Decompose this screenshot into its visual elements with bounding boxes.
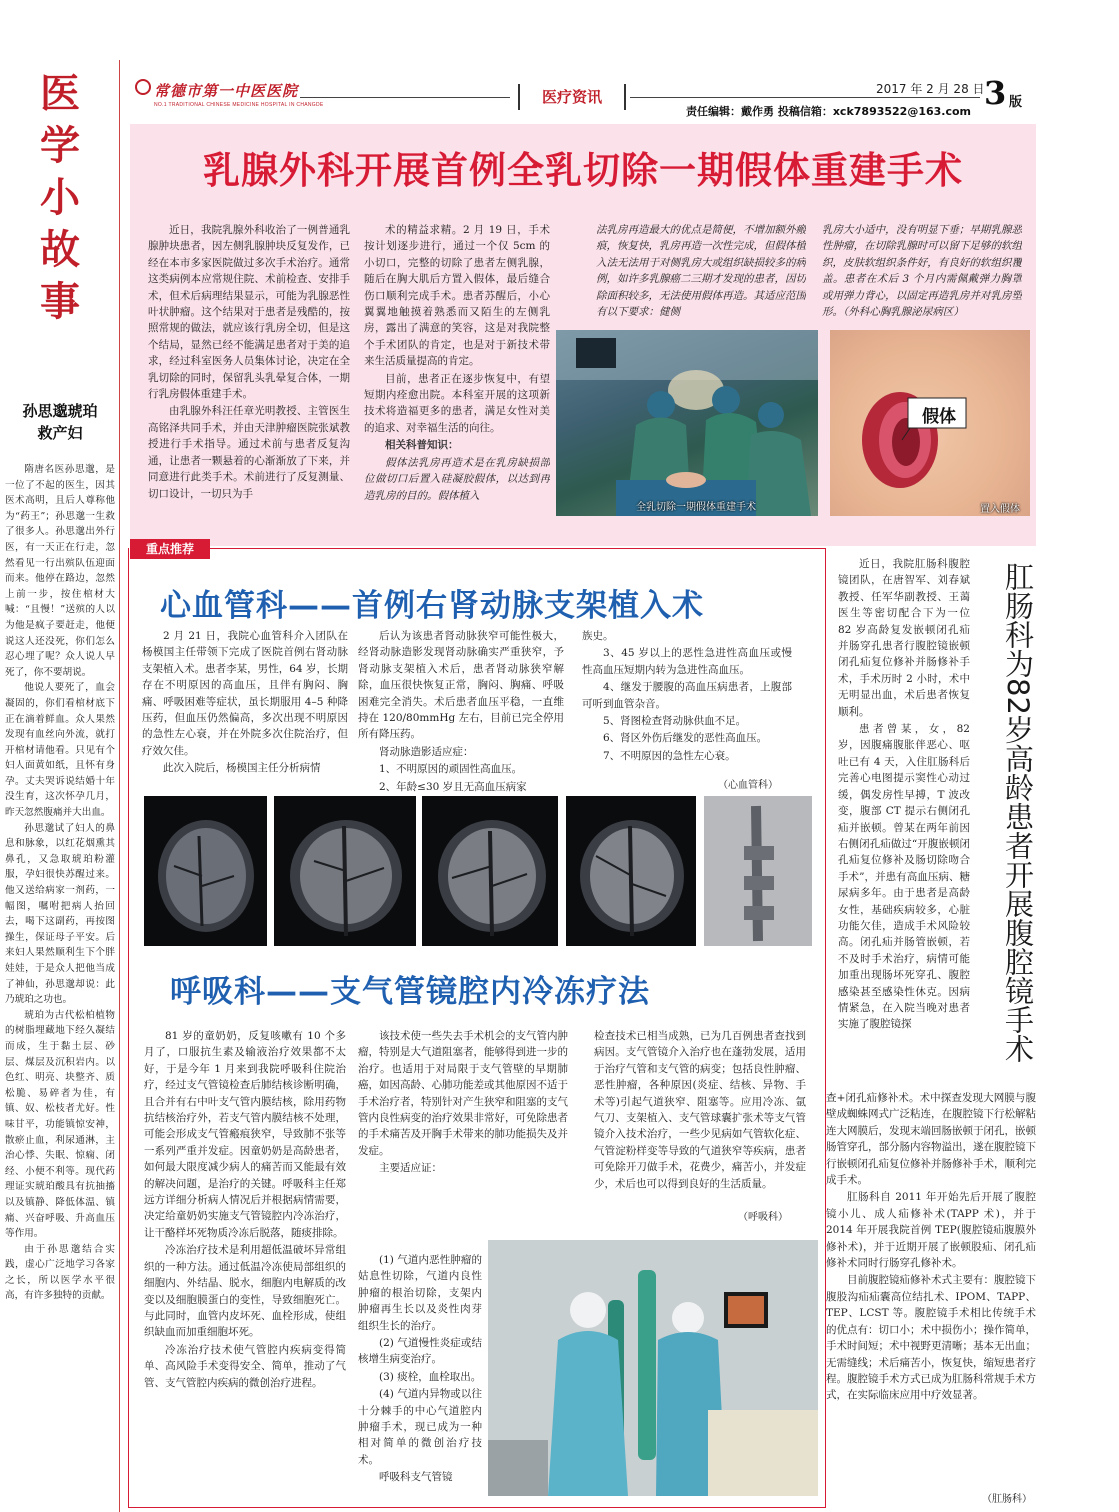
article-paragraph: 5、肾图检查肾动脉供血不足。 <box>603 715 747 728</box>
anorectal-headline: 肛肠科为82岁高龄患者开展腹腔镜手术 <box>1001 561 1035 1063</box>
article-paragraph: 4、继发于腰腹的高血压病患者，上腹部可听到血管杂音。 <box>582 681 792 710</box>
implant-photo <box>830 330 1030 516</box>
sidebar-body <box>5 462 115 1502</box>
implant-photo-caption: 置入假体 <box>980 504 1020 515</box>
article-paragraph: 1、不明原因的顽固性高血压。 <box>379 763 523 776</box>
hospital-logo <box>130 80 324 108</box>
bronchoscopy-photo <box>488 1240 818 1496</box>
angiogram-image-1 <box>144 796 267 946</box>
sidebar-paragraph: 琥珀为古代松柏植物的树脂埋藏地下经久凝结而成，生于黏土层、砂层、煤层及沉积岩内。以色红、明亮、块整齐、质松脆、易碎者为佳，有镇、奴、松枝者尤好。性味甘平，功能镇惊安神，散瘀止血，利尿通淋，主治心悸、失眠、惊痫、闭经、小便不利等。现代药理证实琥珀酸具有抗抽搐以及镇静、降低体温、镇痛、兴奋呼吸、升高血压等作用。 <box>5 1009 115 1240</box>
hospital-name-en: NO.1 TRADITIONAL CHINESE MEDICINE HOSPITAL IN CHANGDE <box>154 102 324 108</box>
sidebar-paragraph: 他说人要死了，血会凝固的，你们看棺材底下正在滴着鲜血。众人果然发现有血丝向外流，就打开棺材请他看。只见有个妇人面黄如纸，且怀有身孕。丈夫哭诉说结婚十年没生育，这次怀孕几月，昨天忽然腹痛并大出血。 <box>5 682 115 819</box>
sidebar-headline <box>4 400 116 444</box>
article2-sign: （心血管科） <box>718 780 778 791</box>
article-paragraph: 冷冻治疗技术使气管腔内疾病变得简单、高风险手术变得安全、简单，推动了气管、支气管腔内疾病的微创治疗进程。 <box>144 1343 346 1389</box>
article4-col-top <box>838 556 970 1086</box>
article1-col3 <box>596 222 806 324</box>
knowledge-text: 假体法乳房再造术是在乳房缺损部位做切口后置入硅凝胶假体，以达到再造乳房的目的。假体植入 <box>364 456 550 502</box>
article3-col1 <box>144 1028 346 1496</box>
sidebar-headline-line2: 救产妇 <box>37 424 83 442</box>
sidebar-story <box>0 60 120 1512</box>
article-paragraph: 7、不明原因的急性左心衰。 <box>603 749 736 762</box>
article-paragraph: 乳房大小适中，没有明显下垂；早期乳腺恶性肿瘤，在切除乳腺时可以留下足够的软组织，皮肤软组织条件好，有良好的软组织覆盖。患者在术后 3 个月内需佩戴弹力胸罩或用弹力背心，以固定再造乳房并对乳房塑形。（外科心胸乳腺泌尿病区） <box>822 224 1022 319</box>
article-paragraph: (3) 痰栓，血栓取出。 <box>379 1370 482 1383</box>
article-paragraph: 肾动脉造影适应症： <box>379 745 474 758</box>
implant-label: 假体 <box>922 407 956 427</box>
section-title: 医疗资讯 <box>518 84 626 110</box>
article-paragraph: 由乳腺外科汪任章光明教授、主管医生高铭泽共同手术，并由天津肿瘤医院张斌教授进行手术指导。通过术前与患者反复沟通，让患者一颗悬着的心渐渐放了下来，并同意进行此类手术。术前进行了反复测量、切口设计，一切只为手 <box>148 405 350 500</box>
sidebar-paragraph: 孙思邈试了妇人的鼻息和脉象，以红花烟熏其鼻孔，又急取琥珀粉灌服，孕妇很快苏醒过来。他又送给病家一剂药，一幅图，嘱咐把病人抬回去，喝下这副药，再按图操生，保证母子平安。后来妇人果然顺利生下个胖娃娃，于是众人把他当成了神仙，孙思邈却说：此乃琥珀之功也。 <box>5 822 115 1006</box>
article-paragraph: 肛肠科自 2011 年开始先后开展了腹腔镜小儿、成人疝修补术(TAPP 术)，并于 2014 年开展我院首例 TEP(腹腔镜疝腹膜外修补术)，并于近期开展了嵌顿股疝、闭孔疝修补术同时行肠穿孔修补术。 <box>826 1191 1036 1270</box>
article-paragraph: 6、肾区外伤后继发的恶性高血压。 <box>603 732 768 745</box>
article-paragraph: 81 岁的童奶奶，反复咳嗽有 10 个多月了，口服抗生素及输液治疗效果都不太好，于是今年 1 月来到我院呼吸科住院治疗，经过支气管镜检查后肺结核诊断明确，且合并有右中叶支气管内膜结核，除用药物抗结核治疗外，若支气管内膜结核不处理，可能会形成支气管瘢痕狭窄，导致肺不张等一系列严重并发症。因童奶奶是高龄患者，如何最大限度减少病人的痛苦而又能最有效的解决问题，是治疗的关键。呼吸科主任郑远方详细分析病人情况后并根据病情需要，决定给童奶奶实施支气管镜腔内冷冻治疗，让干酪样坏死物质冷冻后脱落，随痰排除。 <box>144 1030 346 1239</box>
respiratory-headline: 呼吸科——支气管镜腔内冷冻疗法 <box>170 974 650 1010</box>
article2-col3 <box>582 628 792 794</box>
article-paragraph: 目前，患者正在逐步恢复中，有望短期内痊愈出院。本科室开展的这项新技术将造福更多的患者，满足女性对美的追求、对幸福生活的向往。 <box>364 372 550 434</box>
cardio-headline: 心血管科——首例右肾动脉支架植入术 <box>160 588 704 624</box>
sidebar-paragraph: 隋唐名医孙思邈，是一位了不起的医生，因其医术高明，且后人尊称他为“药王”；孙思邈一生救了很多人。孙思邈出外行医，有一天正在行走，忽然看见一行出殡队伍迎面而来。他停在路边，忽然上前一步，按住棺材大喊：“且慢！”送殡的人以为他是疯子要赶走，他便说这人还没死，你们怎么忍心埋了呢？众人说人早死了，你不要胡说。 <box>5 464 115 678</box>
article4-col-bottom <box>826 1090 1036 1486</box>
article3-sign: （呼吸科） <box>738 1212 788 1223</box>
surgery-photo-caption: 全乳切除一期假体重建手术 <box>636 502 756 513</box>
surgery-photo-art <box>556 330 818 516</box>
article-paragraph: 冷冻治疗技术是利用超低温破坏异常组织的一种方法。通过低温冷冻使局部组织的细胞内、外结晶、脱水，细胞内电解质的改变以及细胞膜蛋白的变性，导致细胞死亡。与此同时，血管内皮坏死、血栓形成，使组织缺血而加重细胞坏死。 <box>144 1244 346 1339</box>
article1-col2 <box>364 222 550 530</box>
issue-date: 2017 年 2 月 28 日 <box>876 82 985 96</box>
surgery-photo <box>556 330 818 516</box>
article3-col2b <box>358 1252 482 1496</box>
sidebar-title: 医学小故事 <box>40 70 80 325</box>
angiogram-image-4 <box>566 796 696 946</box>
article-paragraph: (1) 气道内恶性肿瘤的姑息性切除，气道内良性肿瘤的根治切除，支架内肿瘤再生长以及炎性肉芽组织生长的治疗。 <box>358 1254 482 1332</box>
header-rule <box>300 97 510 98</box>
article-paragraph: 2、年龄≤30 岁且无高血压病家 <box>379 780 527 793</box>
article-paragraph: 族史。 <box>582 630 614 642</box>
recommend-tag: 重点推荐 <box>130 539 210 559</box>
article1-col4 <box>822 222 1022 324</box>
article-paragraph: 术的精益求精。2 月 19 日，手术按计划逐步进行，通过一个仅 5cm 的小切口，完整的切除了患者左侧乳腺，随后在胸大肌后方置入假体，最后缝合伤口顺利完成手术。患者苏醒后，小心翼翼地触摸着熟悉而又陌生的左侧乳房，露出了满意的笑容，这是对我院整个手术团队的肯定，也是对于新技术带来生活质量提高的肯定。 <box>364 224 550 368</box>
article-paragraph: 3、45 岁以上的恶性急进性高血压或慢性高血压短期内转为急进性高血压。 <box>582 647 792 676</box>
angiogram-image-2 <box>274 796 416 946</box>
article-paragraph: 近日，我院乳腺外科收治了一例普通乳腺肿块患者，因左侧乳腺肿块反复发作，已经在本市多家医院做过多次手术治疗。通常这类病例本应常规住院、术前检查、安排手术，但术后病理结果显示，可能为乳腺恶性叶状肿瘤。这个结果对于患者是残酷的，按照常规的做法，就应该行乳房全切，但是这个结局，显然已经不能满足患者对于美的追求，经过科室医务人员集体讨论，决定在全乳切除的同时，保留乳头乳晕复合体，一期行乳房假体重建手术。 <box>148 224 350 401</box>
edition-number: 3 <box>984 74 1007 112</box>
article-paragraph: (2) 气道慢性炎症或结核增生病变治疗。 <box>358 1337 482 1366</box>
article-paragraph: 近日，我院肛肠科腹腔镜团队，在唐智军、刘春斌教授、任军华副教授、王蔼医生等密切配合下为一位 82 岁高龄复发嵌顿闭孔疝并肠穿孔患者行腹腔镜嵌顿闭孔疝复位修补并肠修补手术，手术历时 2 小时，术中无明显出血，术后患者恢复顺利。 <box>838 558 970 718</box>
article-paragraph: 后认为该患者肾动脉狭窄可能性极大，经肾动脉造影发现肾动脉确实严重狭窄，予肾动脉支架植入术后，患者肾动脉狭窄解除，血压很快恢复正常，胸闷、胸痛、呼吸困难完全消失。术后患者血压平稳，一直维持在 120/80mmHg 左右，目前已完全停用所有降压药。 <box>358 630 564 741</box>
article3-col3 <box>594 1028 806 1238</box>
hospital-name: 常德市第一中医医院 <box>154 82 299 100</box>
angiogram-image-5 <box>704 796 812 946</box>
sidebar-paragraph: 由于孙思邈结合实践，虚心广泛地学习各家之长，所以医学水平很高，有许多独特的贡献。 <box>5 1243 115 1302</box>
article-paragraph: 检查技术已相当成熟，已为几百例患者查找到病因。支气管镜介入治疗也在蓬勃发展，适用于治疗气管和支气管的病变；包括良性肿瘤、恶性肿瘤，各种原因(炎症、结核、异物、手术等)引起气道狭窄、阻塞等。应用冷冻、氩气刀、支架植入、支气管球囊扩张术等支气管镜介入技术治疗，一些少见病如气管软化症、气管淀粉样变等导致的气道狭窄等疾病，患者可免除开刀做手术，花费少，痛苦小，并发症少，术后也可以得到良好的生活质量。 <box>594 1030 806 1190</box>
sidebar-headline-line1: 孙思邈琥珀 <box>22 402 98 420</box>
recommend-rule <box>210 548 826 549</box>
editor-line: 责任编辑：戴作勇 投稿信箱：xck7893522@163.com <box>686 105 972 118</box>
article-paragraph: 目前腹腔镜疝修补术式主要有：腹腔镜下腹股沟疝疝囊高位结扎术、IPOM、TAPP、TEP、LCST 等。腹腔镜手术相比传统手术的优点有：切口小；术中损伤小；操作简单，手术时间短；术中视野更清晰；基本无出血；无需缝线；术后痛苦小，恢复快，缩短患者疗程。腹腔镜手术方式已成为肛肠科常规手术方式，在实际临床应用中疗效显著。 <box>826 1274 1036 1402</box>
article-paragraph: 查+闭孔疝修补术。术中探查发现大网膜与腹壁成蜘蛛网式广泛粘连，在腹腔镜下行松解粘连大网膜后，发现末端回肠嵌顿于闭孔，嵌顿肠管穿孔，部分肠内容物溢出，遂在腹腔镜下行嵌顿闭孔疝复位修补并肠修补手术，顺利完成手术。 <box>826 1092 1036 1187</box>
article-paragraph: 主要适应证： <box>379 1162 442 1175</box>
edition-suffix: 版 <box>1009 95 1023 110</box>
article-paragraph: (4) 气道内异物或以往十分棘手的中心气道腔内肿瘤手术，现已成为一种相对简单的微创治疗技术。 <box>358 1388 482 1466</box>
article-paragraph: 患者曾某，女，82 岁，因腹痛腹胀伴恶心、呕吐已有 4 天，入住肛肠科后完善心电图提示窦性心动过缓，偶发房性早搏，T 波改变，腹部 CT 提示右侧闭孔疝并嵌顿。曾某在两年前因右侧闭孔疝做过“开腹嵌顿闭孔疝复位修补及肠切除吻合手术”，并患有高血压病、糖尿病多年。由于患者是高龄女性，基础疾病较多，心脏功能欠佳，造成手术风险较高。闭孔疝并肠管嵌顿，若不及时手术治疗，病情可能加重出现肠坏死穿孔、腹腔感染甚至感染性休克。因病情紧急，在入院当晚对患者实施了腹腔镜探 <box>838 723 970 1031</box>
article-paragraph: 该技术使一些失去手术机会的支气管内肿瘤，特别是大气道阻塞者，能够得到进一步的治疗。也适用于对局限于支气管壁的早期肺癌，如因高龄、心肺功能差或其他原因不适于手术治疗者，特别针对产生狭窄和阻塞的支气管内良性病变的治疗效果非常好，可免除患者的手术痛苦及开胸手术带来的肺功能损失及并发症。 <box>358 1030 568 1157</box>
article4-sign: （肛肠科） <box>982 1494 1032 1505</box>
hospital-emblem-icon <box>135 79 151 95</box>
article-paragraph: 此次入院后，杨模国主任分析病情 <box>163 762 321 775</box>
article-paragraph: 呼吸科支气管镜 <box>379 1471 453 1484</box>
article-paragraph: 法乳房再造最大的优点是简便，不增加额外瘢痕，恢复快，乳房再造一次性完成，但假体植入法无法用于对侧乳房大或组织缺损较多的病例，如许多乳腺癌二三期才发现的患者，因切除面积较多，无法使用假体再造。其适应范围有以下要求：健侧 <box>596 224 806 319</box>
article1-col1 <box>148 222 350 530</box>
article3-col2a <box>358 1028 568 1252</box>
header-rule <box>630 97 980 98</box>
knowledge-title: 相关科普知识： <box>385 439 459 452</box>
article-paragraph: 2 月 21 日，我院心血管科介入团队在杨模国主任带领下完成了医院首例右肾动脉支架植入术。患者李某，男性，64 岁，长期存在不明原因的高血压，且伴有胸闷、胸痛、呼吸困难等症状，虽长期服用 4–5 种降压药，但血压仍然偏高，多次出现不明原因的急性左心衰，并在外院多次住院治疗，但疗效欠佳。 <box>142 630 348 757</box>
feature-headline: 乳腺外科开展首例全乳切除一期假体重建手术 <box>203 149 963 192</box>
angiogram-image-3 <box>422 796 558 946</box>
